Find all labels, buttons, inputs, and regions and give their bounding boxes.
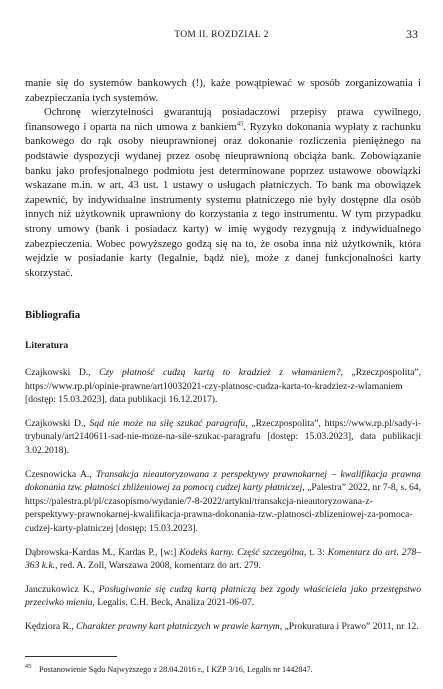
bibliography-entry: Janczukowicz K., Posługiwanie się cudzą kartą płatniczą bez zgody właściciela jako przestępstwo przeciwko mieniu, Legalis, C.H. Beck, Analiza 2021-06-07. bbox=[25, 583, 421, 609]
running-header: TOM II. ROZDZIAŁ 2 bbox=[174, 30, 269, 40]
footnote-ref-45[interactable]: 45 bbox=[236, 120, 244, 128]
footnote-divider bbox=[25, 656, 117, 657]
footnote-text: Postanowienie Sądu Najwyższego z 28.04.2016 r., I KZP 3/16, Legalis nr 1442847. bbox=[39, 665, 313, 674]
bibliography-entry: Czajkowski D., Sąd nie może na siłę szukać paragrafu, „Rzeczpospolita”, https://www.rp.pl/sady-i-trybunaly/art2140611-sad-nie-moze-na-sile-szukac-paragrafu [dostęp: 15.03.2023], data publikacji 3.02.2018). bbox=[25, 417, 421, 456]
page-number: 33 bbox=[406, 27, 418, 41]
bibliography-entry: Czajkowski D., Czy płatność cudzą kartą to kradzież z włamaniem?, „Rzeczpospolita”, https://www.rp.pl/opinie-prawne/art10032021-czy-platnosc-cudza-karta-to-kradziez-z-wlamaniem [dostęp: 15.03.2023], data publikacji 16.12.2017). bbox=[25, 367, 421, 406]
bibliography-list bbox=[25, 366, 421, 634]
bibliography-entry: Dąbrowska-Kardas M., Kardas P., [w:] Kodeks karny. Część szczególna, t. 3: Komentarz do art. 278–363 k.k., red. A. Zoll, Warszawa 2008, komentarz do art. 279. bbox=[25, 546, 421, 572]
paragraph-continued: manie się do systemów bankowych (!), każe powątpiewać w sposób zorganizowania i zabezpieczania tych systemów. bbox=[25, 77, 421, 104]
bibliography-entry: Czesnowicka A., Transakcja nieautoryzowana z perspektywy prawnokarnej – kwalifikacja prawna dokonania tzw. płatności zbliżeniowej za pomocą cudzej karty płatniczej, „Palestra” 2022, nr 7-8, s. 64, https://palestra.pl/pl/czasopismo/wydanie/7-8-2022/artykul/transakcja-nieautoryzowana-z-perspektywy-prawnokarnej-kwalifikacja-prawna-dokonania-tzw.-platnosci-zblizeniowej-za-pomoca-cudzej-karty-platniczej [dostęp: 15.03.2023]. bbox=[25, 468, 421, 534]
bibliography-entry: Kędziora R., Charakter prawny kart płatniczych w prawie karnym, „Prokuratura i Prawo” 2011, nr 12. bbox=[25, 620, 419, 632]
footnote-number: 45 bbox=[25, 664, 31, 671]
bibliography-heading: Bibliografia bbox=[25, 309, 81, 321]
paragraph-card-protection: Ochronę wierzytelności gwarantują posiadaczowi przepisy prawa cywilnego, finansowego i oparta na nich umowa z bankiem$^{45}$. Ryzyko dokonania wypłaty z rachunku bankowego do rąk osoby nieuprawnionej oraz dokonanie rozliczenia pieniężnego na podstawie dyspozycji wydanej przez osobę nieuprawnioną obciąża bank. Zobowiązanie banku jako profesjonalnego podmiotu jest determinowane poprzez ustawowe obowiązki wskazane m.in. w art. 43 ust. 1 ustawy o usługach płatniczych. To bank ma obowiązek zapewnić, by indywidualne instrumenty systemu płatniczego nie były dostępne dla osób innych niż użytkownik uprawniony do korzystania z tego instrumentu. W tym przypadku strony umowy (bank i posiadacz karty) w imię wygody rezygnują z indywidualnego zabezpieczenia. Wobec powyższego godzą się na to, że osoba inna niż użytkownik, która wejdzie w posiadanie karty (legalnie, bądź nie), może z danej funkcjonalności karty skorzystać. bbox=[25, 106, 422, 279]
footnote-45 bbox=[25, 664, 421, 675]
literature-subheading: Literatura bbox=[25, 340, 69, 351]
main-text bbox=[25, 76, 421, 280]
